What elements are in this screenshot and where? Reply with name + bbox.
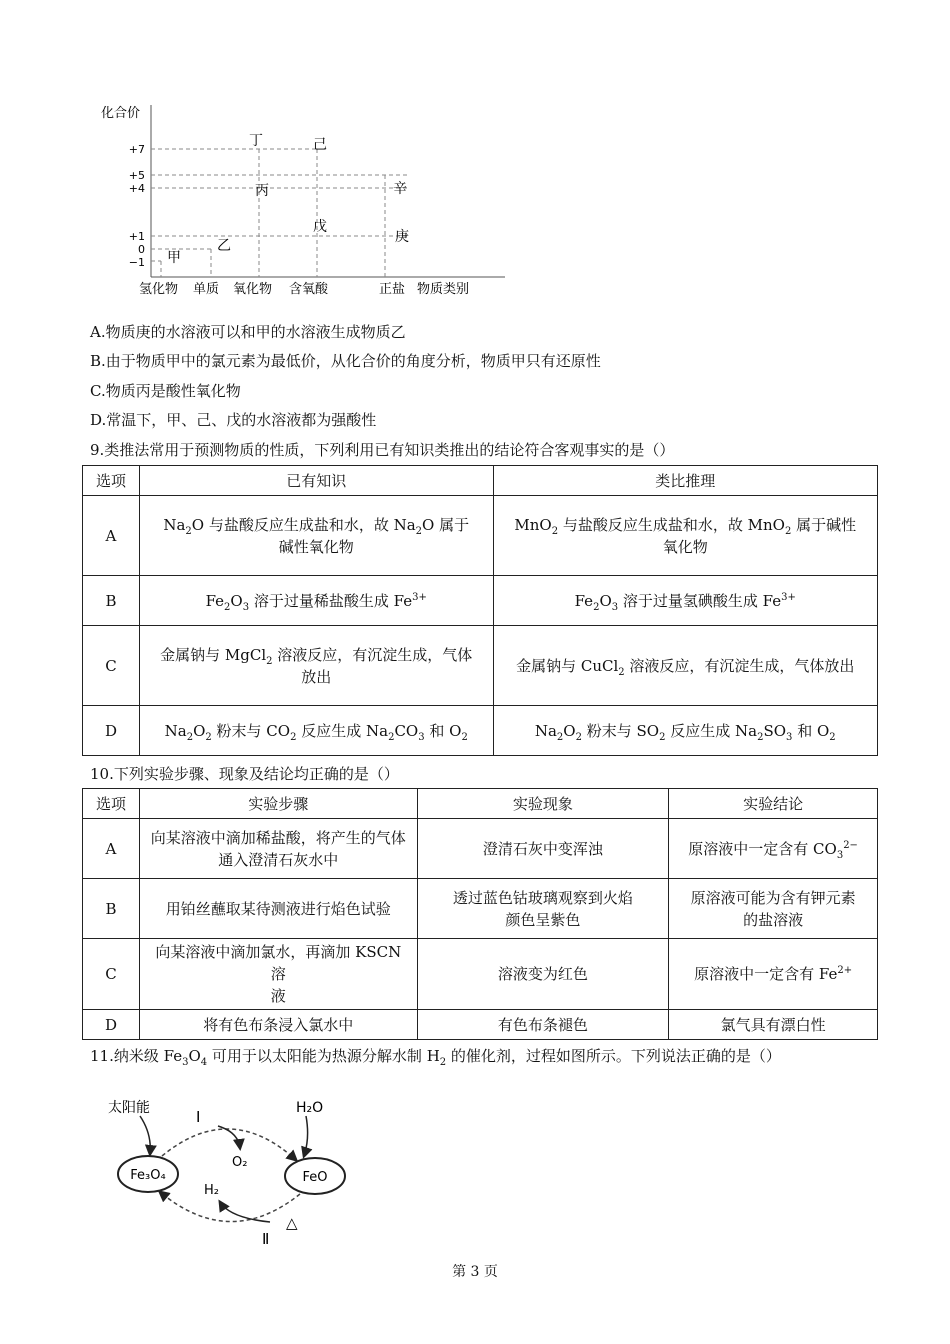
conclusion-cell: 氯气具有漂白性: [669, 1010, 878, 1040]
header-cell: 选项: [83, 789, 140, 819]
ytick: +5: [128, 169, 145, 182]
q8-option-a: A.物质庚的水溶液可以和甲的水溶液生成物质乙: [90, 323, 406, 341]
y-axis-label: 化合价: [101, 106, 141, 121]
point-wu: 戊: [313, 219, 327, 235]
point-yi: 乙: [217, 238, 231, 254]
q10-table: [82, 788, 878, 1040]
xtick: 含氧酸: [289, 282, 329, 297]
water-label: H₂O: [296, 1100, 324, 1116]
fe3o4-label: Fe₃O₄: [130, 1168, 166, 1183]
inference-cell: MnO$_2$ 与盐酸反应生成盐和水，故 MnO$_2$ 属于碱性 氧化物: [493, 496, 878, 576]
x-axis-label: 物质类别: [417, 282, 470, 297]
q10-stem: 10.下列实验步骤、现象及结论均正确的是（）: [90, 765, 399, 783]
inference-cell: $Na_2O_2$ 粉末与 $SO_2$ 反应生成 $Na_2SO_3$ 和 $O_2$: [493, 706, 878, 756]
knowledge-cell: $Fe_2O_3$ 溶于过量稀盐酸生成 $Fe^{3+}$: [139, 576, 493, 626]
xtick: 氧化物: [233, 282, 273, 297]
guide-lines: [151, 149, 407, 277]
option-cell: A: [83, 496, 140, 576]
header-cell: 实验现象: [417, 789, 669, 819]
step2-arrow: [160, 1192, 300, 1222]
table-row: [83, 879, 878, 939]
sun-label: 太阳能: [108, 1100, 150, 1116]
ytick: +7: [128, 143, 145, 156]
step-cell: 用铂丝蘸取某待测液进行焰色试验: [139, 879, 417, 939]
table-row: [83, 939, 878, 1010]
point-jia: 甲: [167, 250, 181, 266]
phenomenon-cell: 澄清石灰中变浑浊: [417, 819, 669, 879]
step1-arrow: [162, 1129, 296, 1160]
phenomenon-cell: 透过蓝色钴玻璃观察到火焰 颜色呈紫色: [417, 879, 669, 939]
table-row: [83, 819, 878, 879]
header-cell: 实验结论: [669, 789, 878, 819]
valence-chart: [95, 95, 515, 310]
table-header-row: [83, 789, 878, 819]
knowledge-cell: $Na_2O$ 与盐酸反应生成盐和水，故 $Na_2O$ 属于 碱性氧化物: [139, 496, 493, 576]
point-geng: 庚: [395, 229, 409, 245]
q9-stem: 9.类推法常用于预测物质的性质，下列利用已有知识类推出的结论符合客观事实的是（）: [90, 441, 675, 459]
table-row: [83, 576, 878, 626]
inference-cell: 金属钠与 CuCl$_2$ 溶液反应，有沉淀生成，气体放出: [493, 626, 878, 706]
ytick: 0: [138, 243, 145, 256]
q9-table: [82, 465, 878, 756]
step2-label: Ⅱ: [262, 1230, 270, 1248]
o2-label: O₂: [232, 1155, 248, 1170]
option-cell: D: [83, 1010, 140, 1040]
conclusion-cell: 原溶液可能为含有钾元素 的盐溶液: [669, 879, 878, 939]
header-cell: 实验步骤: [139, 789, 417, 819]
point-xin: 辛: [393, 181, 407, 197]
h2-release-arrow: [220, 1202, 270, 1222]
point-ding: 丁: [249, 133, 263, 149]
sun-arrow: [140, 1116, 150, 1154]
catalytic-cycle-diagram: [100, 1090, 370, 1250]
xtick: 正盐: [379, 282, 406, 297]
header-cell: 选项: [83, 466, 140, 496]
h2-label: H₂: [204, 1183, 219, 1198]
q8-option-b: B.由于物质甲中的氯元素为最低价，从化合价的角度分析，物质甲只有还原性: [90, 352, 601, 370]
q8-option-c: C.物质丙是酸性氧化物: [90, 382, 241, 400]
header-cell: 已有知识: [139, 466, 493, 496]
option-cell: C: [83, 939, 140, 1010]
ytick: −1: [128, 256, 145, 269]
option-cell: D: [83, 706, 140, 756]
conclusion-cell: 原溶液中一定含有 $Fe^{2+}$: [669, 939, 878, 1010]
phenomenon-cell: 有色布条褪色: [417, 1010, 669, 1040]
option-cell: A: [83, 819, 140, 879]
xtick: 氢化物: [139, 282, 179, 297]
step-cell: 将有色布条浸入氯水中: [139, 1010, 417, 1040]
ytick: +1: [128, 230, 145, 243]
option-cell: B: [83, 576, 140, 626]
option-cell: B: [83, 879, 140, 939]
q11-stem: 11.纳米级 $Fe_3O_4$ 可用于以太阳能为热源分解水制 $H_2$ 的催化剂，过程如图所示。下列说法正确的是（）: [90, 1047, 781, 1068]
point-ji: 己: [313, 137, 327, 153]
conclusion-cell: 原溶液中一定含有 $CO_3^{2-}$: [669, 819, 878, 879]
q8-option-d: D.常温下，甲、己、戊的水溶液都为强酸性: [90, 411, 377, 429]
table-row: [83, 1010, 878, 1040]
knowledge-cell: 金属钠与 MgCl$_2$ 溶液反应，有沉淀生成，气体 放出: [139, 626, 493, 706]
feo-label: FeO: [302, 1170, 328, 1185]
header-cell: 类比推理: [493, 466, 878, 496]
table-row: [83, 706, 878, 756]
step-cell: 向某溶液中滴加稀盐酸，将产生的气体 通入澄清石灰水中: [139, 819, 417, 879]
heat-symbol: △: [286, 1214, 298, 1232]
phenomenon-cell: 溶液变为红色: [417, 939, 669, 1010]
table-row: [83, 496, 878, 576]
step1-label: Ⅰ: [196, 1108, 201, 1126]
inference-cell: $Fe_2O_3$ 溶于过量氢碘酸生成 $Fe^{3+}$: [493, 576, 878, 626]
xtick: 单质: [193, 282, 220, 297]
point-bing: 丙: [255, 183, 269, 199]
ytick: +4: [128, 182, 145, 195]
page-number: 第 3 页: [452, 1264, 498, 1280]
table-header-row: [83, 466, 878, 496]
option-cell: C: [83, 626, 140, 706]
knowledge-cell: $Na_2O_2$ 粉末与 $CO_2$ 反应生成 $Na_2CO_3$ 和 $O_2$: [139, 706, 493, 756]
table-row: [83, 626, 878, 706]
step-cell: 向某溶液中滴加氯水，再滴加 KSCN 溶 液: [139, 939, 417, 1010]
water-arrow: [304, 1116, 308, 1156]
